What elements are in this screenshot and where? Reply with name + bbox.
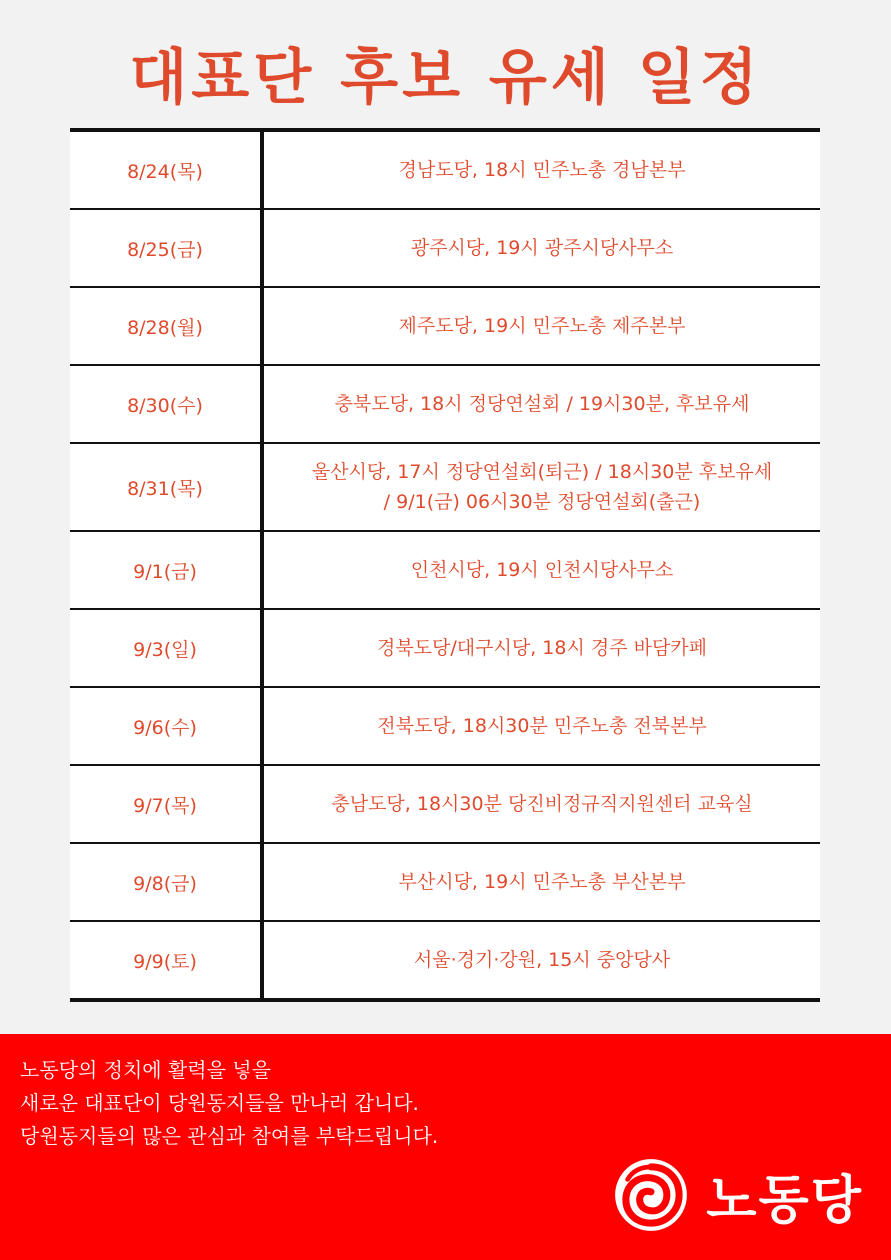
schedule-date: 8/24(목) — [70, 132, 264, 208]
schedule-place — [264, 210, 820, 286]
schedule-date: 9/8(금) — [70, 844, 264, 920]
footer-banner — [0, 1034, 891, 1260]
schedule-date: 8/31(목) — [70, 444, 264, 530]
table-row — [70, 132, 820, 210]
schedule-place — [264, 444, 820, 530]
footer-line: 노동당의 정치에 활력을 넣을 — [20, 1058, 271, 1082]
schedule-place — [264, 610, 820, 686]
schedule-place — [264, 844, 820, 920]
schedule-date: 9/3(일) — [70, 610, 264, 686]
place-line: 울산시당, 17시 정당연설회(퇴근) / 18시30분 후보유세 — [311, 461, 773, 483]
place-line: 충북도당, 18시 정당연설회 / 19시30분, 후보유세 — [334, 393, 750, 415]
place-line: 인천시당, 19시 인천시당사무소 — [410, 559, 674, 581]
schedule-date: 8/25(금) — [70, 210, 264, 286]
place-line: 서울·경기·강원, 15시 중앙당사 — [413, 949, 671, 971]
footer-message — [20, 1054, 438, 1153]
place-line: 광주시당, 19시 광주시당사무소 — [410, 237, 674, 259]
place-line: 경북도당/대구시당, 18시 경주 바담카페 — [376, 637, 708, 659]
footer-line: 새로운 대표단이 당원동지들을 만나러 갑니다. — [20, 1091, 419, 1115]
schedule-place — [264, 288, 820, 364]
schedule-date: 8/30(수) — [70, 366, 264, 442]
schedule-date: 9/1(금) — [70, 532, 264, 608]
table-row — [70, 844, 820, 922]
table-row — [70, 610, 820, 688]
party-brand — [612, 1156, 863, 1234]
schedule-place — [264, 688, 820, 764]
footer-line: 당원동지들의 많은 관심과 참여를 부탁드립니다. — [20, 1124, 439, 1148]
place-line: 충남도당, 18시30분 당진비정규직지원센터 교육실 — [331, 793, 753, 815]
table-row — [70, 366, 820, 444]
table-row — [70, 688, 820, 766]
page-title: 대표단 후보 유세 일정 — [129, 43, 762, 113]
rose-logo-icon — [612, 1156, 690, 1234]
table-row — [70, 210, 820, 288]
schedule-place — [264, 922, 820, 998]
table-row — [70, 288, 820, 366]
place-line: 경남도당, 18시 민주노총 경남본부 — [398, 159, 686, 181]
place-line: 부산시당, 19시 민주노총 부산본부 — [398, 871, 686, 893]
place-line: 전북도당, 18시30분 민주노총 전북본부 — [377, 715, 707, 737]
schedule-place — [264, 766, 820, 842]
place-line: 제주도당, 19시 민주노총 제주본부 — [398, 315, 686, 337]
schedule-place — [264, 132, 820, 208]
table-row — [70, 766, 820, 844]
table-row — [70, 444, 820, 532]
brand-name: 노동당 — [706, 1170, 863, 1231]
schedule-date: 8/28(월) — [70, 288, 264, 364]
table-row — [70, 922, 820, 998]
schedule-date: 9/7(목) — [70, 766, 264, 842]
schedule-date: 9/6(수) — [70, 688, 264, 764]
schedule-place — [264, 532, 820, 608]
schedule-place — [264, 366, 820, 442]
place-line-2: / 9/1(금) 06시30분 정당연설회(출근) — [383, 491, 701, 513]
schedule-date: 9/9(토) — [70, 922, 264, 998]
schedule-table — [70, 128, 820, 1002]
table-row — [70, 532, 820, 610]
